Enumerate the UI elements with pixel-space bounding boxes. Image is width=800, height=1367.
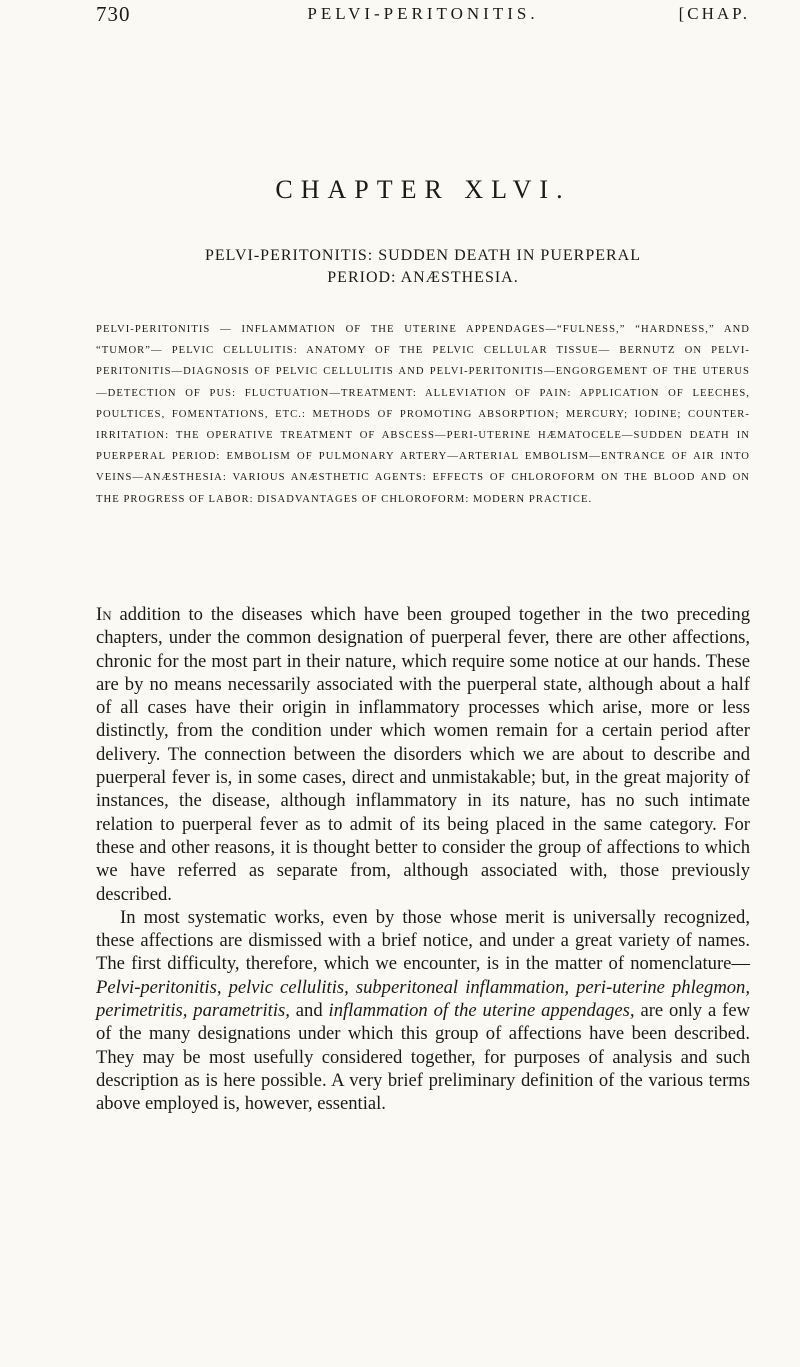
paragraph-2 bbox=[96, 906, 750, 1116]
page-number: 730 bbox=[96, 2, 131, 26]
running-head bbox=[96, 2, 750, 34]
paragraph-2-text-b: are only a few of the many designations under which this group of affections have been described. They may be most usefully considered together, for purposes of analysis and such description as is here possible. A very brief preliminary definition of the various terms above employed is, however, essential. bbox=[96, 1000, 751, 1115]
nomenclature-terms: Pelvi-peritonitis, pelvic cellulitis, subperitoneal inflammation, peri-uterine phlegmon, perimetritis, parametritis, bbox=[96, 976, 750, 1022]
running-title: PELVI-PERITONITIS. bbox=[307, 4, 539, 23]
paragraph-1 bbox=[96, 603, 750, 906]
paragraph-1-text: addition to the diseases which have been grouped together in the two preceding chapters, under the common designation of puerperal fever, there are other affections, chronic for the most part in their nature, which require some notice at our hands. These are by no means necessarily associated with the puerperal state, although about a half of all cases have their origin in inflammatory processes which arise, more or less distinctly, from the condition under which women remain for a certain period after delivery. The connection between the disorders which we are about to describe and puerperal fever is, in some cases, direct and unmistakable; but, in the great majority of instances, the disease, although inflammatory in its nature, has no such intimate relation to puerperal fever as to admit of its being placed in the same category. For these and other reasons, it is thought better to consider the group of affections to which we have referred as separate from, although associated with, those previously described. bbox=[96, 604, 750, 905]
chapter-subtitle-line-2: PERIOD: ANÆSTHESIA. bbox=[327, 269, 519, 286]
paragraph-2-text-a: In most systematic works, even by those whose merit is universally recognized, these affections are dismissed with a brief notice, and under a great variety of names. The first difficulty, therefore, which we encounter, is in the matter of nomenclature— bbox=[96, 906, 750, 975]
paragraph-lead-word: In bbox=[96, 604, 112, 625]
nomenclature-term-appendages: inflammation of the uterine appendages, bbox=[328, 1000, 635, 1022]
chapter-synopsis: PELVI-PERITONITIS — INFLAMMATION OF THE UTERINE APPENDAGES—“FULNESS,” “HARDNESS,” AND “TUMOR”— PELVIC CELLULITIS: ANATOMY OF THE PELVIC CELLULAR TISSUE— BERNUTZ ON PELVI-PERITONITIS—DIAGNOSIS OF PELVIC CELLULITIS AND PELVI-PERITONITIS—ENGORGEMENT OF THE UTERUS —DETECTION OF PUS: FLUCTUATION—TREATMENT: ALLEVIATION OF PAIN: APPLICATION OF LEECHES, POULTICES, FOMENTATIONS, ETC.: METHODS OF PROMOTING ABSORPTION; MERCURY; IODINE; COUNTER-IRRITATION: THE OPERATIVE TREATMENT OF ABSCESS—PERI-UTERINE HÆMATOCELE—SUDDEN DEATH IN PUERPERAL PERIOD: EMBOLISM OF PULMONARY ARTERY—ARTERIAL EMBOLISM—ENTRANCE OF AIR INTO VEINS—ANÆSTHESIA: VARIOUS ANÆSTHETIC AGENTS: EFFECTS OF CHLOROFORM ON THE BLOOD AND ON THE PROGRESS OF LABOR: DISADVANTAGES OF CHLOROFORM: MODERN PRACTICE. bbox=[96, 324, 750, 505]
chapter-title: CHAPTER XLVI. bbox=[275, 175, 571, 204]
chapter-mark: [CHAP. bbox=[678, 4, 750, 23]
chapter-subtitle-line-1: PELVI-PERITONITIS: SUDDEN DEATH IN PUERPERAL bbox=[204, 247, 641, 264]
chapter-subtitle bbox=[96, 245, 750, 289]
body-text bbox=[96, 603, 750, 1116]
paragraph-2-and: and bbox=[289, 1000, 329, 1022]
